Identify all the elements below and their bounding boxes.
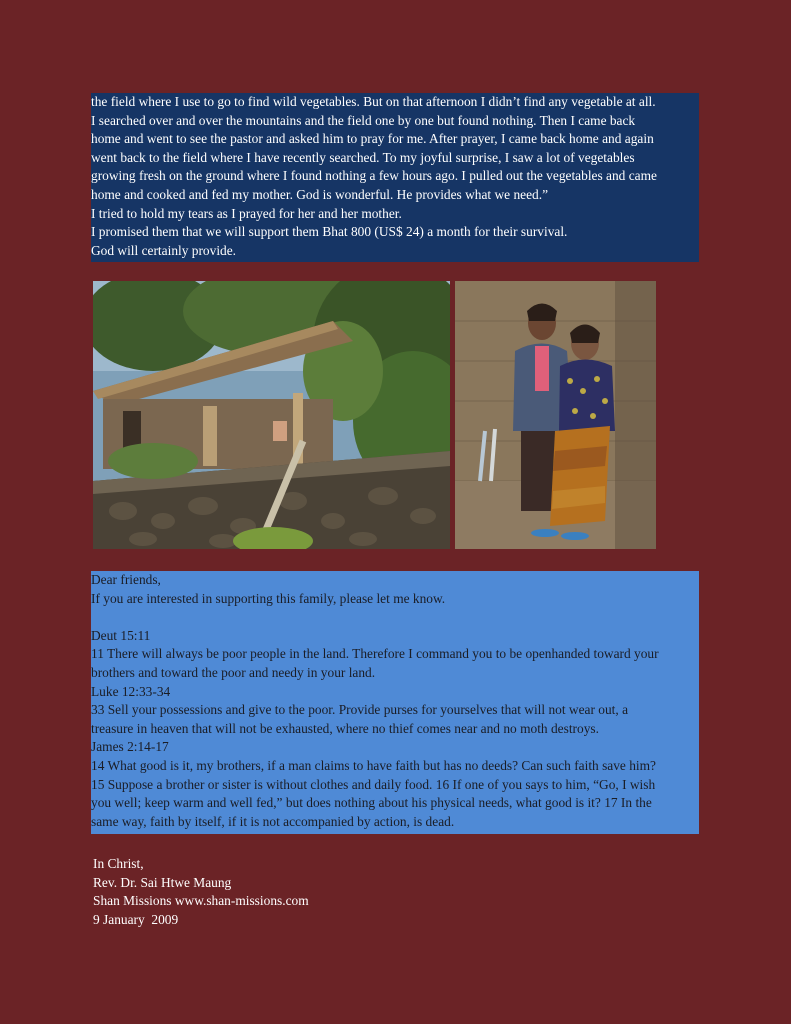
scripture-line: 11 There will always be poor people in the land. Therefore I command you to be openhanded toward your (91, 646, 659, 662)
scripture-line: Deut 15:11 (91, 627, 151, 643)
story-line: growing fresh on the ground where I found nothing a few hours ago. I pulled out the vegetables and came (91, 168, 657, 184)
story-text-block (91, 93, 699, 262)
scripture-line (91, 608, 699, 627)
scripture-line: If you are interested in supporting this family, please let me know. (91, 590, 446, 606)
scripture-line: Dear friends, (91, 572, 161, 587)
story-line: I tried to hold my tears as I prayed for her and her mother. (91, 205, 402, 221)
closing-text: In Christ, (93, 856, 144, 871)
scripture-line: Luke 12:33-34 (91, 683, 171, 699)
scripture-line: 15 Suppose a brother or sister is without clothes and daily food. 16 If one of you says to him, “Go, I wish (91, 776, 656, 792)
scripture-line: James 2:14-17 (91, 739, 169, 755)
scripture-line: treasure in heaven that will not be exhausted, where no thief comes near and no moth destroys. (91, 720, 599, 736)
scripture-line: brothers and toward the poor and needy in your land. (91, 664, 376, 680)
scripture-line: same way, faith by itself, if it is not accompanied by action, is dead. (91, 813, 455, 829)
story-line: I searched over and over the mountains and the field one by one but found nothing. Then I came back (91, 112, 636, 128)
women-photo (455, 281, 656, 549)
scripture-text-block (91, 571, 699, 834)
organization-text: Shan Missions www.shan-missions.com (93, 893, 309, 909)
story-line: the field where I use to go to find wild vegetables. But on that afternoon I didn’t find any vegetable at all. (91, 94, 656, 109)
letter-date: 9 January 2009 (93, 911, 179, 927)
story-line: home and went to see the pastor and asked him to pray for me. After prayer, I came back home and again (91, 131, 654, 147)
scripture-line: 14 What good is it, my brothers, if a man claims to have faith but has no deeds? Can such faith save him? (91, 757, 657, 773)
story-line: God will certainly provide. (91, 242, 237, 258)
story-line: went back to the field where I have recently searched. To my joyful surprise, I saw a lot of vegetables (91, 149, 635, 165)
scripture-line: 33 Sell your possessions and give to the poor. Provide purses for yourselves that will not wear out, a (91, 702, 629, 718)
story-line: I promised them that we will support them Bhat 800 (US$ 24) a month for their survival. (91, 224, 568, 240)
house-photo (93, 281, 450, 549)
signature-block (93, 855, 309, 929)
story-line: home and cooked and fed my mother. God is wonderful. He provides what we need.” (91, 186, 549, 202)
scripture-line: you well; keep warm and well fed,” but does nothing about his physical needs, what good is it? 17 In the (91, 795, 652, 811)
author-name: Rev. Dr. Sai Htwe Maung (93, 874, 232, 890)
